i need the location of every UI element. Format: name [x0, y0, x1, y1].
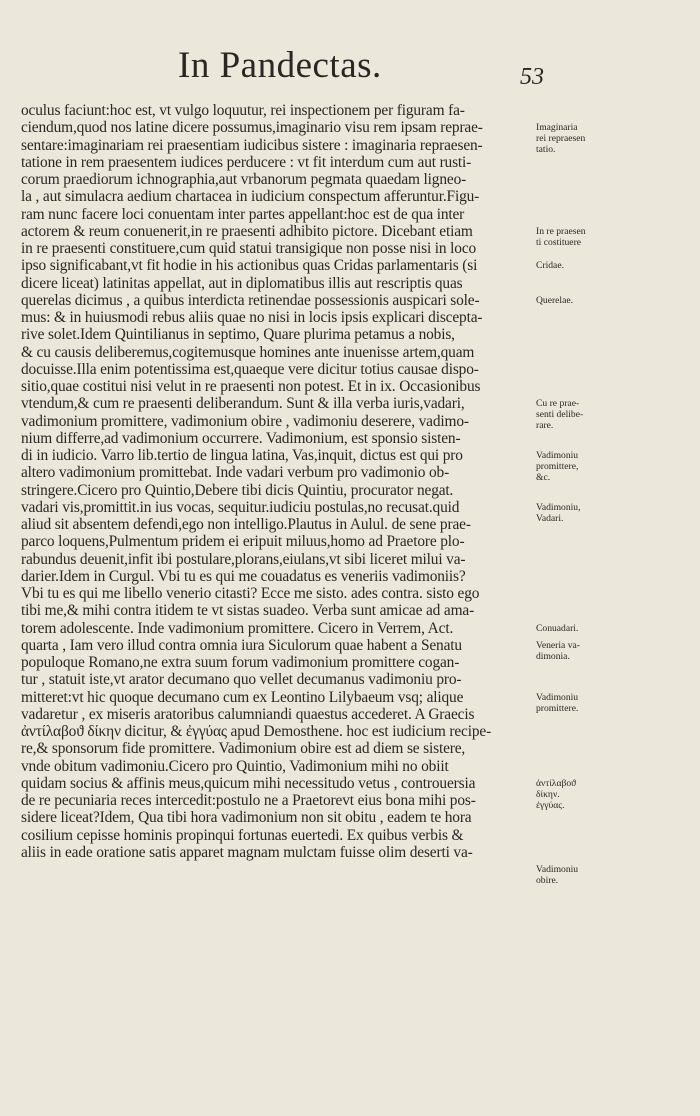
text-line: vnde obitum vadimoniu.Cicero pro Quintio, Vadimonium mihi no obiit	[21, 757, 449, 775]
text-line: darier.Idem in Curgul. Vbi tu es qui me couadatus es veneriis vadimoniis?	[21, 567, 466, 585]
text-line: di in iudicio. Varro lib.tertio de lingua latina, Vas,inquit, dictus est qui pro	[21, 447, 463, 464]
text-line: ipso significabant,vt fit hodie in his actionibus quas Cridas parlamentaris (si	[21, 257, 478, 275]
text-line: ram nunc facere loci conuentam inter partes appellant:hoc est de qua inter	[21, 205, 465, 223]
margin-note-line: In re praesen	[536, 225, 586, 237]
text-line: oculus faciunt:hoc est, vt vulgo loquutur, rei inspectionem per figuram fa-	[21, 102, 465, 119]
margin-note	[536, 623, 578, 634]
text-line: parco loquens,Pulmentum pridem ei eripuit miluus,homo ad Praetore plo-	[21, 533, 465, 551]
margin-note-line: Cridae.	[536, 260, 564, 272]
text-line: docuisse.Illa enim potentissima est,quaeque vere dicitur totius causae dispo-	[21, 360, 479, 378]
text-line: populoque Romano,ne extra suum forum vadimonium promittere cogan-	[21, 654, 460, 671]
margin-note	[536, 692, 578, 714]
text-line: torem adolescente. Inde vadimonium promittere. Cicero in Verrem, Act.	[21, 619, 454, 637]
margin-note	[536, 778, 576, 811]
margin-note-line: δίκην.	[536, 788, 560, 800]
margin-note	[536, 398, 583, 431]
margin-note-line: rare.	[536, 420, 554, 432]
text-line: re,& sponsorum fide promittere. Vadimonium obire est ad diem se sistere,	[21, 740, 466, 758]
text-line: rabundus deuenit,infit ibi postulare,plorans,eiulans,vt sibi liceret milui va-	[21, 550, 466, 568]
text-line: dicere liceat) latinitas appellat, aut in diplomatibus illis aut rescriptis quas	[21, 274, 463, 292]
text-line: ciendum,quod nos latine dicere possumus,imaginario visu rem ipsam reprae-	[21, 119, 483, 137]
margin-note	[536, 226, 586, 248]
margin-note-line: tatio.	[536, 144, 556, 156]
margin-note-line: ἀντίλαβοϑ	[536, 777, 576, 789]
text-line: vtendum,& cum re praesenti deliberandum. Sunt & illa verba iuris,vadari,	[21, 395, 465, 413]
margin-note-line: Querelae.	[536, 294, 574, 306]
text-line: sidere liceat?Idem, Qua tibi hora vadimonium non sit obitu , eadem te hora	[21, 809, 472, 827]
text-line: cosilium cepisse hominis propinqui fortunas euertedi. Ex quibus verbis &	[21, 826, 464, 844]
text-line: & cu causis deliberemus,cogitemusque homines ante inuenisse artem,quam	[21, 343, 475, 361]
margin-note	[536, 122, 585, 155]
margin-note-line: promittere.	[536, 702, 579, 714]
text-line: mitteret:vt hic quoque decumano cum ex Leontino Lilybaeum vsq; alique	[21, 688, 464, 706]
margin-note-line: obire.	[536, 875, 559, 886]
margin-note	[536, 640, 580, 662]
margin-note-line: senti delibe-	[536, 409, 584, 421]
text-line: quidam socius & affinis meus,quicum mihi necessitudo vetus , controuersia	[21, 774, 476, 792]
margin-note-line: ἐγγύας.	[536, 799, 565, 811]
margin-note-line: Conuadari.	[536, 622, 579, 634]
margin-note	[536, 450, 578, 483]
margin-note	[536, 864, 578, 886]
margin-note-line: promittere,	[536, 461, 579, 472]
text-line: tatione in rem praesentem iudices perducere : vt fit interdum cum aut rusti-	[21, 153, 472, 171]
text-line: actorem & reum conuenerit,in re praesenti adhibito pictore. Dicebant etiam	[21, 222, 473, 240]
text-line: tur , statuit iste,vt arator decumano quo vellet decumanus vadimoniu pro-	[21, 671, 462, 689]
text-line: stringere.Cicero pro Quintio,Debere tibi dicis Quintiu, procurator negat.	[21, 481, 454, 499]
text-line: vadaretur , ex miseris aratoribus calumniandi quaestus accederet. A Graecis	[21, 705, 475, 723]
text-line: tibi me,& mihi contra itidem te vt sistas suadeo. Verba sunt amicae ad ama-	[21, 602, 475, 620]
margin-note-line: Veneria va-	[536, 639, 580, 651]
margin-note	[536, 260, 564, 271]
text-line: nium differre,ad vadimonium occurrere. Vadimonium, est sponsio sisten-	[21, 429, 461, 447]
text-line: quarta , Iam vero illud contra omnia iura Siculorum quae habent a Senatu	[21, 636, 462, 654]
margin-note-line: Cu re prae-	[536, 398, 580, 410]
margin-note-line: Imaginaria	[536, 122, 578, 134]
margin-note-line: rei repraesen	[536, 133, 586, 145]
text-line: de re pecuniaria reces intercedit:postulo ne a Praetorevt eius bona mihi pos-	[21, 792, 476, 809]
text-line: la , aut simulacra aedium chartacea in iudicium conspectum afferuntur.Figu-	[21, 188, 480, 206]
margin-note-line: Vadimoniu	[536, 691, 579, 703]
text-line: sentare:imaginariam rei praesentiam iudicibus sistere : imaginaria repraesen-	[21, 136, 483, 154]
main-text-column	[21, 102, 541, 861]
margin-note	[536, 295, 573, 306]
text-line: altero vadimonium promittebat. Inde vadari verbum pro vadimonio ob-	[21, 464, 450, 482]
page-number: 53	[520, 64, 544, 90]
text-line: mus: & in huiusmodi rebus aliis quae no nisi in locis ipsis explicari disceptа-	[21, 309, 483, 326]
margin-note	[536, 502, 581, 524]
page-title: In Pandectas.	[178, 45, 382, 86]
margin-note-line: Vadimoniu,	[536, 501, 581, 513]
text-line: aliud sit absentem defendi,ego non intelligo.Plautus in Aulul. de sene prae-	[21, 516, 471, 533]
text-line: ἀντίλαβοϑ δίκην dicitur, & ἐγγύας apud Demosthene. hoc est iudicium recipe-	[21, 723, 492, 740]
text-line: in re praesenti constituere,cum quid statui transigique non posse nisi in loco	[21, 240, 477, 257]
text-line: Vbi tu es qui me libello venerio citasti? Ecce me sisto. ades contra. sisto ego	[21, 585, 480, 602]
margin-note-line: ti costituere	[536, 236, 582, 248]
text-line: corum praediorum ichnographia,aut vrbanorum pegmata quaedam ligneo-	[21, 171, 467, 188]
margin-note-line: Vadimoniu	[536, 864, 579, 875]
margin-note-line: Vadari.	[536, 512, 564, 524]
running-header	[0, 38, 700, 98]
text-line: querelas dicimus , a quibus interdicta retinendae possessionis auspicari sole-	[21, 291, 480, 309]
text-line: rive solet.Idem Quintilianus in septimo, Quare plurima petamus a nobis,	[21, 326, 455, 344]
text-line: aliis in eade oratione satis apparet magnam mulctam fuisse olim deserti va-	[21, 843, 473, 861]
text-line: vadimonium promittere, vadimonium obire , vadimoniu deserere, vadimo-	[21, 412, 469, 430]
margin-note-line: Vadimoniu	[536, 450, 579, 461]
margin-note-line: &c.	[536, 472, 551, 483]
text-line: vadari vis,promittit.in ius vocas, sequitur.iudiciu postulas,no recusat.quid	[21, 498, 460, 516]
margin-note-line: dimonia.	[536, 650, 570, 662]
text-line: sitio,quae costitui nisi velut in re praesenti non potest. Et in ix. Occasionibus	[21, 378, 481, 395]
